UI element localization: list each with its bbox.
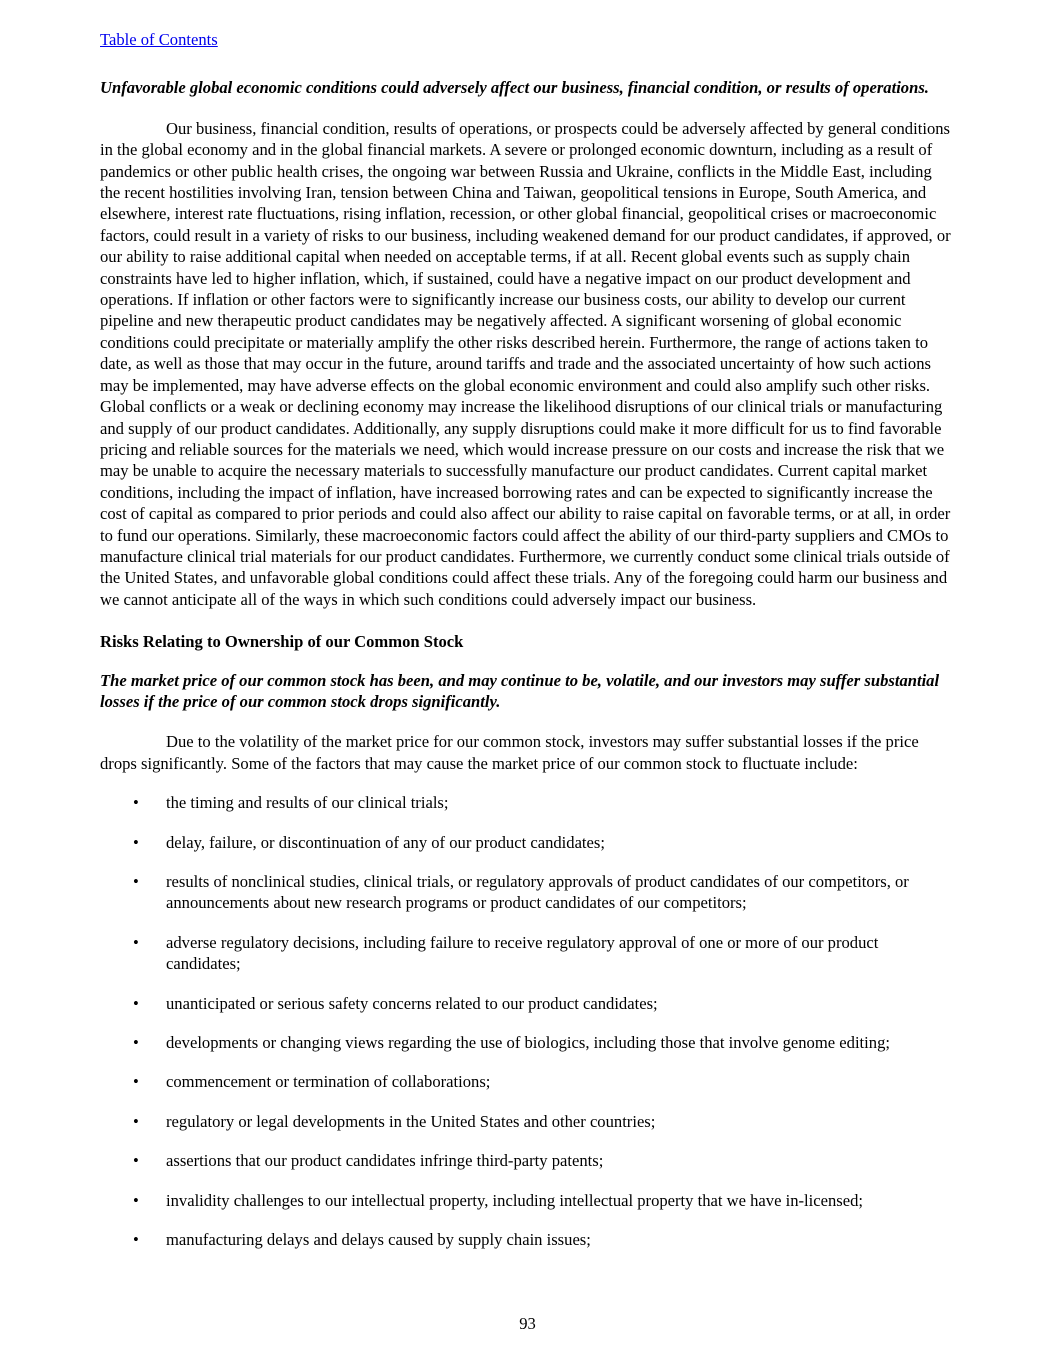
list-item	[100, 1150, 955, 1171]
heading-market-price-volatility: The market price of our common stock has been, and may continue to be, volatile, and our investors may suffer substantial losses if the price of our common stock drops significantly.	[100, 670, 940, 711]
list-item	[100, 871, 955, 914]
bullet-marker: •	[133, 993, 139, 1013]
page-number: 93	[519, 1314, 536, 1333]
bullet-marker: •	[133, 793, 139, 813]
bullet-text: delay, failure, or discontinuation of any of our product candidates;	[166, 832, 605, 852]
bullet-marker: •	[133, 1072, 139, 1092]
list-item	[100, 993, 955, 1014]
bullet-text: developments or changing views regarding the use of biologics, including those that involve genome editing;	[166, 1033, 890, 1053]
bullet-marker: •	[133, 1230, 139, 1250]
bullet-text: commencement or termination of collaborations;	[166, 1072, 491, 1092]
paragraph-economic-conditions: Our business, financial condition, results of operations, or prospects could be adversely affected by general conditions in the global economy and in the global financial markets. A severe or prolonged economic downturn, including as a result of pandemics or other public health crises, the ongoing war between Russia and Ukraine, conflicts in the Middle East, including the recent hostilities involving Iran, tension between China and Taiwan, geopolitical tensions in Europe, South America, and elsewhere, interest rate fluctuations, rising inflation, recession, or other global financial, geopolitical crises or macroeconomic factors, could result in a variety of risks to our business, including weakened demand for our product candidates, if approved, or our ability to raise additional capital when needed on acceptable terms, if at all. Recent global events such as supply chain constraints have led to higher inflation, which, if sustained, could have a negative impact on our product development and operations. If inflation or other factors were to significantly increase our business costs, our ability to develop our current pipeline and new therapeutic product candidates may be negatively affected. A significant worsening of global economic conditions could precipitate or materially amplify the other risks described herein. Furthermore, the range of actions taken to date, as well as those that may occur in the future, around tariffs and trade and the associated uncertainty of how such actions may be implemented, may have adverse effects on the global economic environment and could also amplify such other risks. Global conflicts or a weak or declining economy may increase the likelihood disruptions of our clinical trials or manufacturing and supply of our product candidates. Additionally, any supply disruptions could make it more difficult for us to find favorable pricing and reliable sources for the materials we need, which would increase pressure on our costs and increase the risk that we may be unable to acquire the necessary materials to successfully manufacture our product candidates. Current capital market conditions, including the impact of inflation, have increased borrowing rates and can be expected to significantly increase the cost of capital as compared to prior periods and could also affect our ability to raise capital on favorable terms, or at all, in order to fund our operations. Similarly, these macroeconomic factors could affect the ability of our third-party suppliers and CMOs to manufacture clinical trial materials for our product candidates. Furthermore, we currently conduct some clinical trials outside of the United States, and unfavorable global conditions could affect these trials. Any of the foregoing could harm our business and we cannot anticipate all of the ways in which such conditions could adversely impact our business.	[100, 118, 951, 609]
bullet-text: regulatory or legal developments in the United States and other countries;	[166, 1111, 656, 1131]
list-item	[100, 792, 955, 813]
bullet-marker: •	[133, 1190, 139, 1210]
list-item	[100, 932, 955, 975]
bullet-text: assertions that our product candidates infringe third-party patents;	[166, 1151, 604, 1171]
table-of-contents-link[interactable]: Table of Contents	[100, 30, 218, 49]
list-item	[100, 1071, 955, 1092]
bullet-text: results of nonclinical studies, clinical trials, or regulatory approvals of product candidates of our competitors, or announcements about new research programs or product candidates of our competitors;	[166, 872, 909, 913]
list-item	[100, 1190, 955, 1211]
list-item	[100, 1032, 955, 1053]
bullet-marker: •	[133, 1151, 139, 1171]
bullet-marker: •	[133, 832, 139, 852]
bullet-text: the timing and results of our clinical trials;	[166, 793, 449, 813]
list-item	[100, 832, 955, 853]
bullet-text: invalidity challenges to our intellectual property, including intellectual property that we have in-licensed;	[166, 1190, 864, 1210]
risk-factor-bullet-list	[100, 792, 955, 1250]
bullet-marker: •	[133, 1033, 139, 1053]
paragraph-volatility: Due to the volatility of the market price for our common stock, investors may suffer substantial losses if the price drops significantly. Some of the factors that may cause the market price of our common stock to fluctuate include:	[100, 732, 919, 773]
heading-economic-conditions: Unfavorable global economic conditions could adversely affect our business, financial condition, or results of operations.	[100, 78, 929, 98]
list-item	[100, 1111, 955, 1132]
bullet-marker: •	[133, 932, 139, 952]
heading-risks-ownership: Risks Relating to Ownership of our Common Stock	[100, 632, 464, 652]
bullet-text: adverse regulatory decisions, including failure to receive regulatory approval of one or more of our product candidates;	[166, 932, 879, 974]
bullet-text: unanticipated or serious safety concerns related to our product candidates;	[166, 993, 658, 1013]
bullet-marker: •	[133, 872, 139, 891]
bullet-text: manufacturing delays and delays caused by supply chain issues;	[166, 1230, 591, 1250]
toc-row	[100, 29, 955, 50]
bullet-marker: •	[133, 1111, 139, 1131]
list-item	[100, 1229, 955, 1250]
